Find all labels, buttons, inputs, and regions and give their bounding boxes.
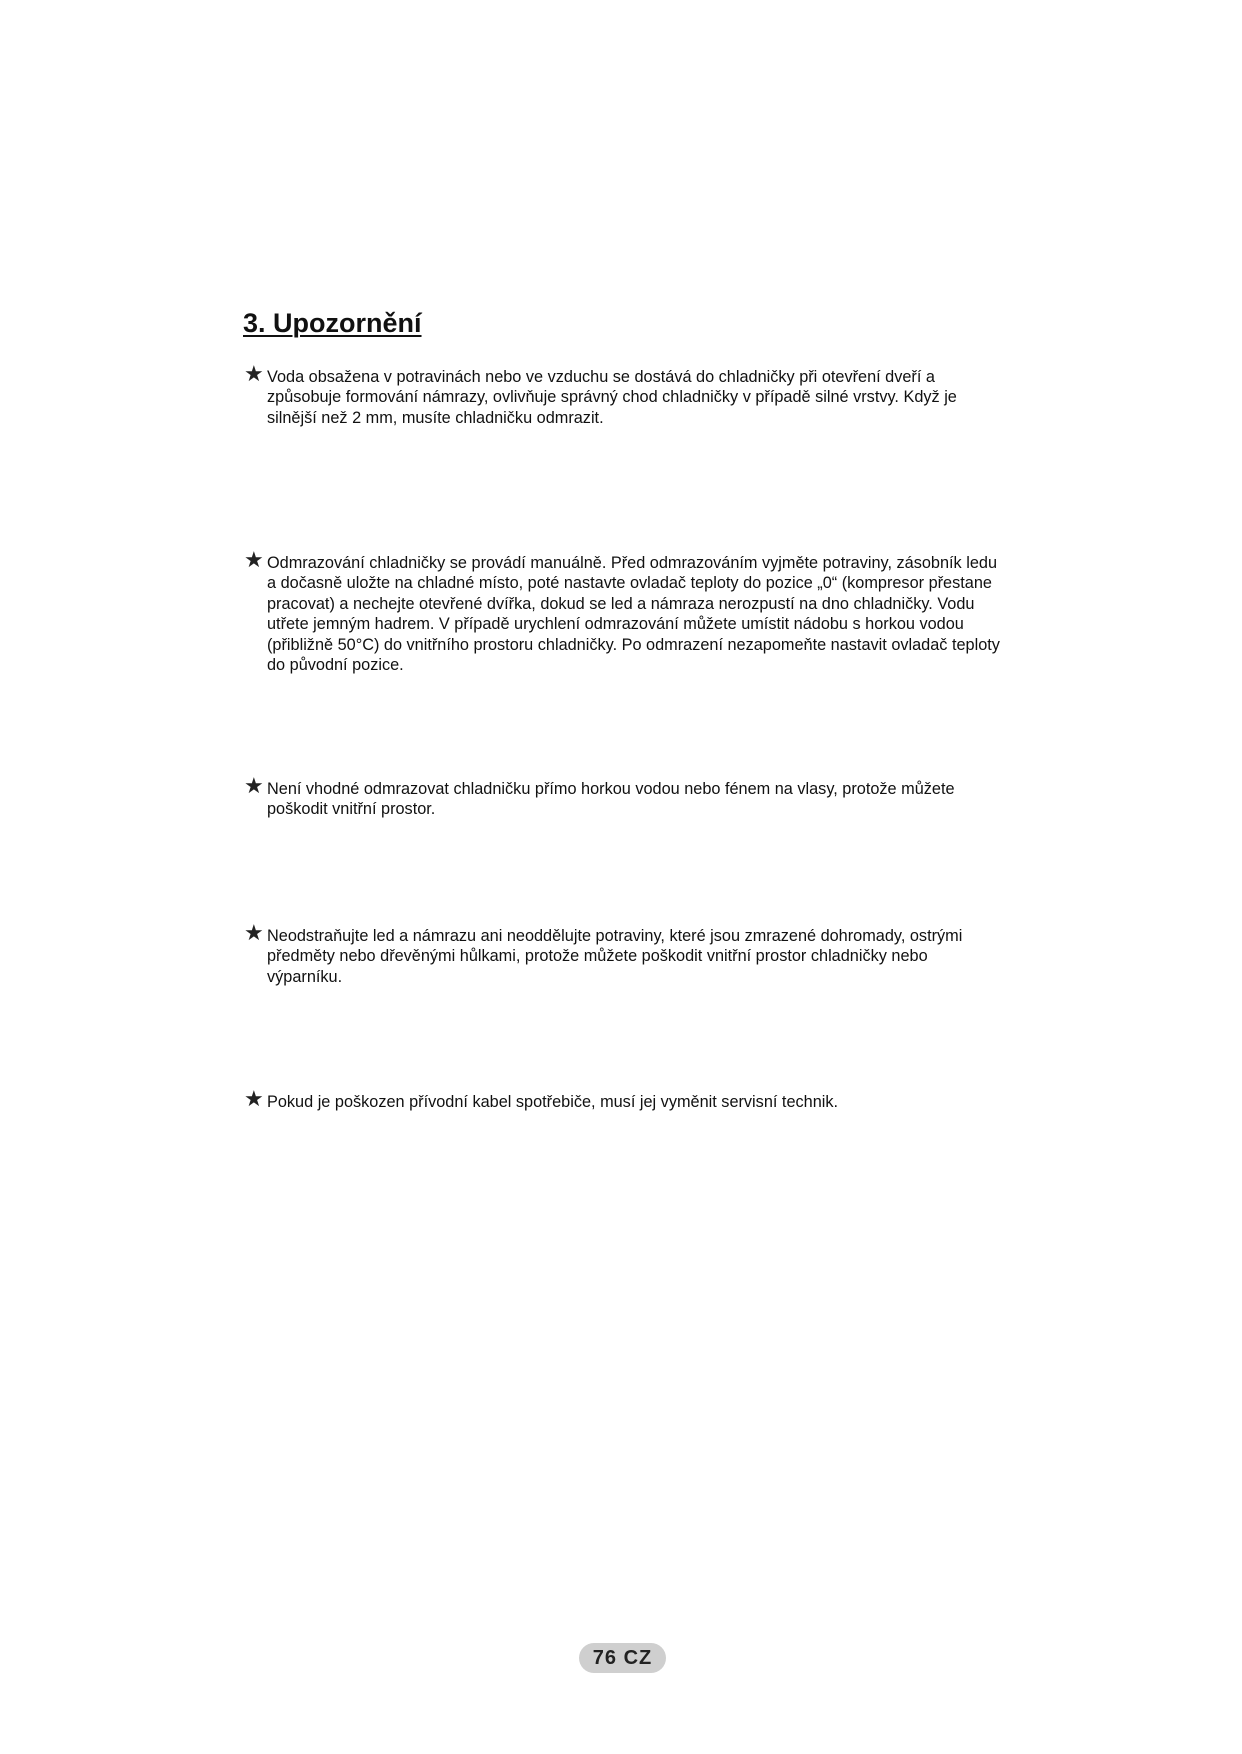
- warning-item: [244, 773, 1004, 820]
- warning-text: Není vhodné odmrazovat chladničku přímo horkou vodou nebo fénem na vlasy, protože můžete poškodit vnitřní prostor.: [267, 780, 955, 819]
- warning-text: Voda obsažena v potravinách nebo ve vzduchu se dostává do chladničky při otevření dveří a způsobuje formování námrazy, ovlivňuje správný chod chladničky v případě silné vrstvy. Když je silnější než 2 mm, musíte chladničku odmrazit.: [267, 368, 957, 427]
- warning-text: Odmrazování chladničky se provádí manuálně. Před odmrazováním vyjměte potraviny, zásobník ledu a dočasně uložte na chladné místo, poté nastavte ovladač teploty do pozice „0“ (kompresor přestane pracovat) a nechejte otevřené dvířka, dokud se led a námraza nerozpustí na dno chladničky. Vodu utřete jemným hadrem. V případě urychlení odmrazování můžete umístit nádobu s horkou vodou (přibližně 50°C) do vnitřního prostoru chladničky. Po odmrazení nezapomeňte nastavit ovladač teploty do původní pozice.: [267, 554, 1000, 675]
- star-icon: ★: [244, 361, 264, 386]
- warning-text: Neodstraňujte led a námrazu ani neoddělujte potraviny, které jsou zmrazené dohromady, ostrými předměty nebo dřevěnými hůlkami, protože můžete poškodit vnitřní prostor chladničky nebo výparníku.: [267, 927, 963, 986]
- warning-item: [244, 547, 1004, 675]
- warning-item: [244, 920, 1004, 987]
- star-icon: ★: [244, 773, 264, 798]
- star-icon: ★: [244, 920, 264, 945]
- page-number-badge: 76 CZ: [579, 1643, 666, 1673]
- warning-item: [244, 361, 1004, 428]
- star-icon: ★: [244, 1086, 264, 1111]
- warning-text: Pokud je poškozen přívodní kabel spotřebiče, musí jej vyměnit servisní technik.: [267, 1093, 839, 1111]
- warning-item: [244, 1086, 1004, 1112]
- section-heading: 3. Upozornění: [243, 308, 422, 338]
- star-icon: ★: [244, 547, 264, 572]
